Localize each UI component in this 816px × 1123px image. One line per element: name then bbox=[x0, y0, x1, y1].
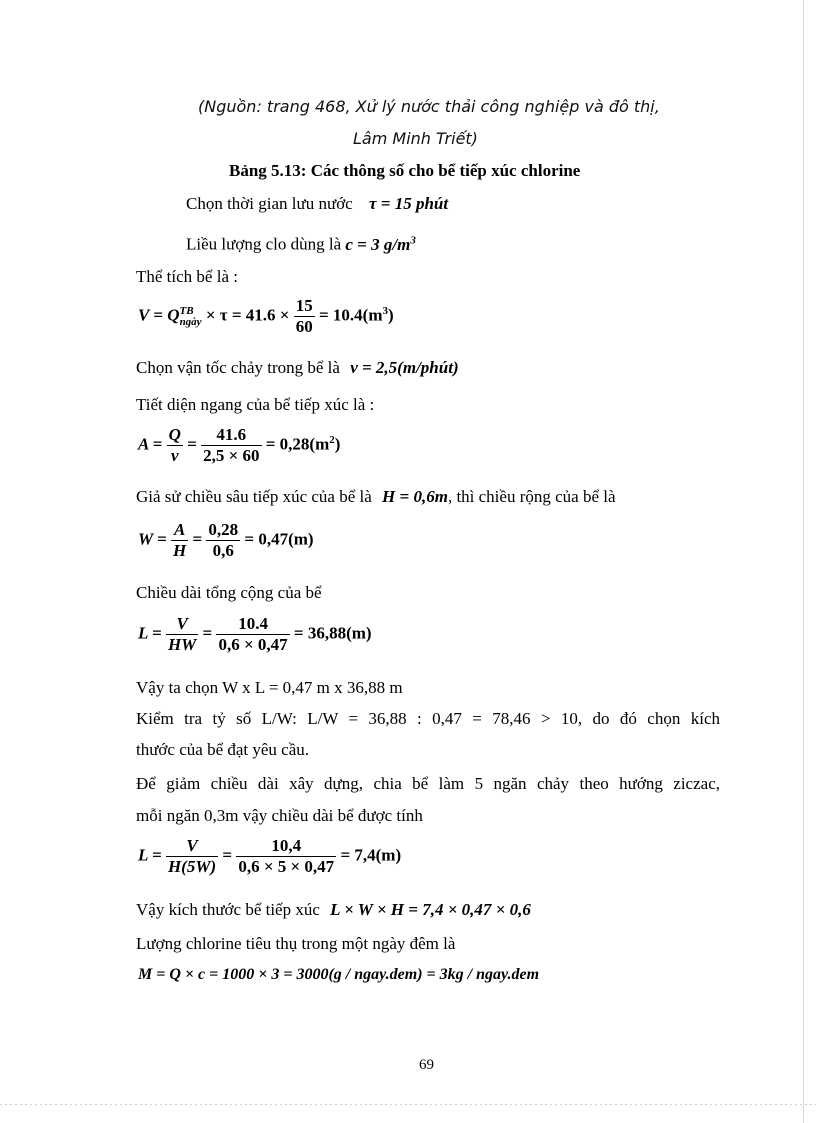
eq-chlorine-mass: M = Q × c = 1000 × 3 = 3000(g / ngay.dem) = 3kg / ngay.dem bbox=[138, 966, 540, 983]
text: Chọn thời gian lưu nước bbox=[186, 194, 353, 213]
eq-length: L = $\frac{V}{HW}$ = $\frac{10.4}{0,6 \times 0,47}$ = 36,88(m) bbox=[138, 614, 372, 654]
source-line-1: (Nguồn: trang 468, Xử lý nước thải công nghiệp và đô thị, bbox=[198, 97, 660, 116]
para-check-line-1: Kiểm tra tỷ số L/W: L/W = 36,88 : 0,47 = 78,46 > 10, do đó chọn kích bbox=[136, 709, 720, 728]
table-caption: Bảng 5.13: Các thông số cho bể tiếp xúc chlorine bbox=[229, 161, 581, 180]
para-chlorine-use: Lượng chlorine tiêu thụ trong một ngày đêm là bbox=[136, 934, 456, 953]
para-zigzag-line-2: mỗi ngăn 0,3m vậy chiều dài bể được tính bbox=[136, 806, 423, 825]
para-depth bbox=[136, 487, 616, 507]
para-check-line-2: thước của bể đạt yêu cầu. bbox=[136, 740, 310, 759]
text: Chọn vận tốc chảy trong bể là bbox=[136, 358, 340, 377]
eq-tau: τ = 15 phút bbox=[368, 194, 449, 213]
page-edge-bottom bbox=[0, 1104, 816, 1105]
para-retention-time bbox=[186, 194, 448, 214]
page-edge-right bbox=[803, 0, 804, 1123]
eq-length-zigzag: L = $\frac{V}{H(5W)}$ = $\frac{10,4}{0,6 \times 5 \times 0,47}$ = 7,4(m) bbox=[138, 836, 402, 876]
para-choose-dims: Vậy ta chọn W x L = 0,47 m x 36,88 m bbox=[136, 678, 403, 697]
para-volume: Thể tích bể là : bbox=[136, 267, 238, 286]
para-zigzag-line-1: Để giảm chiều dài xây dựng, chia bể làm 5 ngăn chảy theo hướng ziczac, bbox=[136, 774, 720, 793]
eq-depth: H = 0,6m bbox=[382, 487, 448, 506]
para-area: Tiết diện ngang của bể tiếp xúc là : bbox=[136, 395, 375, 414]
eq-width: W = $\frac{A}{H}$ = $\frac{0,28}{0,6}$ = 0,47(m) bbox=[138, 520, 314, 560]
para-velocity bbox=[136, 358, 459, 378]
text: Liều lượng clo dùng là bbox=[186, 234, 342, 254]
para-final-dims bbox=[136, 900, 531, 920]
eq-final-dims: L × W × H = 7,4 × 0,47 × 0,6 bbox=[330, 900, 531, 919]
eq-velocity: v = 2,5(m/phút) bbox=[350, 358, 459, 377]
eq-area: A = $\frac{Q}{v}$ = $\frac{41.6}{2,5 \times 60}$ = $0,28(m^2)$ bbox=[138, 425, 341, 465]
para-length: Chiều dài tổng cộng của bể bbox=[136, 583, 322, 602]
text: , thì chiều rộng của bể là bbox=[447, 487, 616, 506]
text: Vậy kích thước bể tiếp xúc bbox=[136, 900, 320, 919]
source-line-2: Lâm Minh Triết) bbox=[353, 129, 478, 148]
eq-volume: $V = Q^{TB}_{ngày} \times \tau = 41.6$ × $\frac{15}{60}$ = $10.4(m^3)$ bbox=[138, 296, 394, 336]
para-chlorine-dose bbox=[186, 230, 416, 255]
page-number: 69 bbox=[419, 1057, 434, 1073]
text: Giả sử chiều sâu tiếp xúc của bể là bbox=[136, 487, 372, 506]
eq-dose: c = 3 $g/m^3$ bbox=[345, 234, 416, 254]
